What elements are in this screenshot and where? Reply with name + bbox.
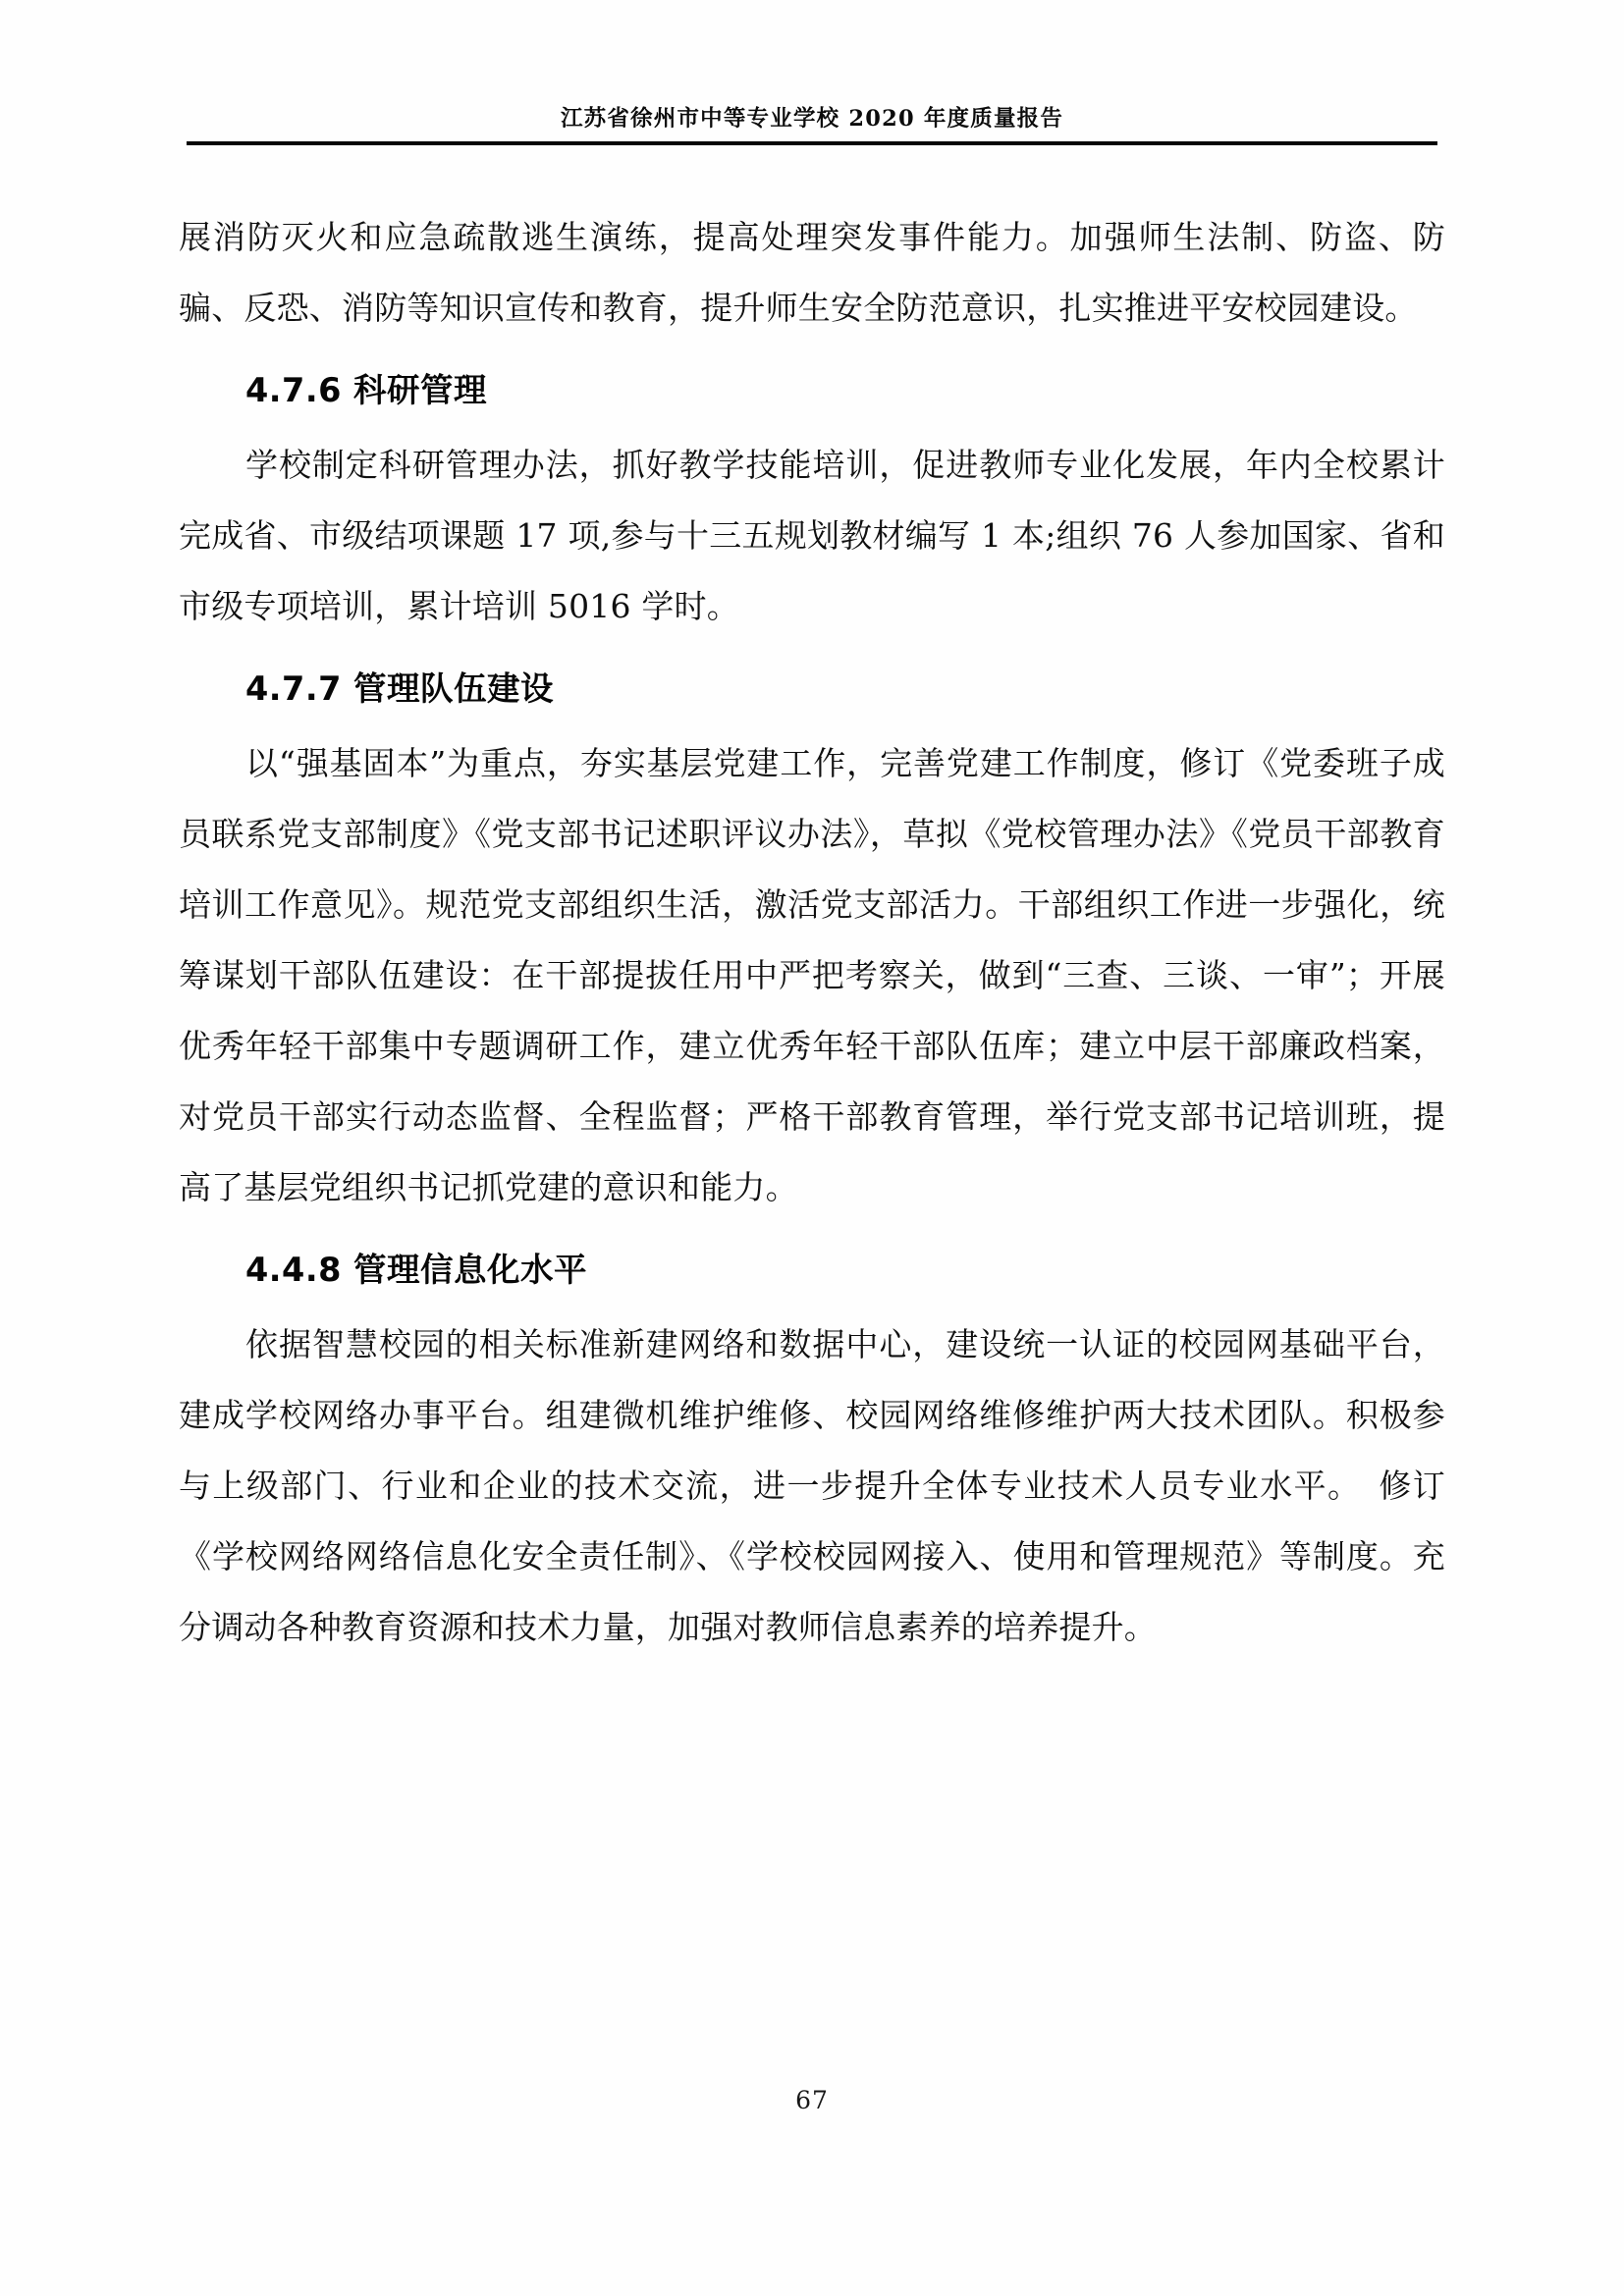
heading-4-4-8-management-informatization: 4.4.8 管理信息化水平 — [245, 1251, 588, 1289]
page-footer — [0, 2086, 1624, 2114]
paragraph-management-team-building: 以“强基固本”为重点，夯实基层党建工作，完善党建工作制度，修订《党委班子成员联系党支部制度》《党支部书记述职评议办法》，草拟《党校管理办法》《党员干部教育培训工作意见》。规范党支部组织生活，激活党支部活力。干部组织工作进一步强化，统筹谋划干部队伍建设：在干部提拔任用中严把考察关，做到“三查、三谈、一审”；开展优秀年轻干部集中专题调研工作，建立优秀年轻干部队伍库；建立中层干部廉政档案，对党员干部实行动态监督、全程监督；严格干部教育管理，举行党支部书记培训班，提高了基层党组织书记抓党建的意识和能力。 — [179, 744, 1445, 1206]
paragraph-management-informatization: 依据智慧校园的相关标准新建网络和数据中心，建设统一认证的校园网基础平台，建成学校网络办事平台。组建微机维护维修、校园网络维修维护两大技术团队。积极参与上级部门、行业和企业的技术交流，进一步提升全体专业技术人员专业水平。 修订《学校网络网络信息化安全责任制》、《学校校园网接入、使用和管理规范》等制度。充分调动各种教育资源和技术力量，加强对教师信息素养的培养提升。 — [179, 1325, 1445, 1646]
heading-4-7-7-management-team-building: 4.7.7 管理队伍建设 — [245, 669, 555, 708]
heading-4-7-6-research-management: 4.7.6 科研管理 — [245, 371, 488, 409]
page-number: 67 — [795, 2086, 829, 2114]
header-title: 江苏省徐州市中等专业学校 2020 年度质量报告 — [560, 106, 1064, 132]
paragraph-safety-education: 展消防灭火和应急疏散逃生演练，提高处理突发事件能力。加强师生法制、防盗、防骗、反恐、消防等知识宣传和教育，提升师生安全防范意识，扎实推进平安校园建设。 — [179, 218, 1445, 327]
page-content — [179, 202, 1445, 1663]
running-header — [187, 106, 1437, 153]
paragraph-research-management: 学校制定科研管理办法，抓好教学技能培训，促进教师专业化发展，年内全校累计完成省、市级结项课题 17 项,参与十三五规划教材编写 1 本;组织 76 人参加国家、省和市级专项培训，累计培训 5016 学时。 — [179, 446, 1445, 625]
header-divider — [187, 141, 1437, 145]
